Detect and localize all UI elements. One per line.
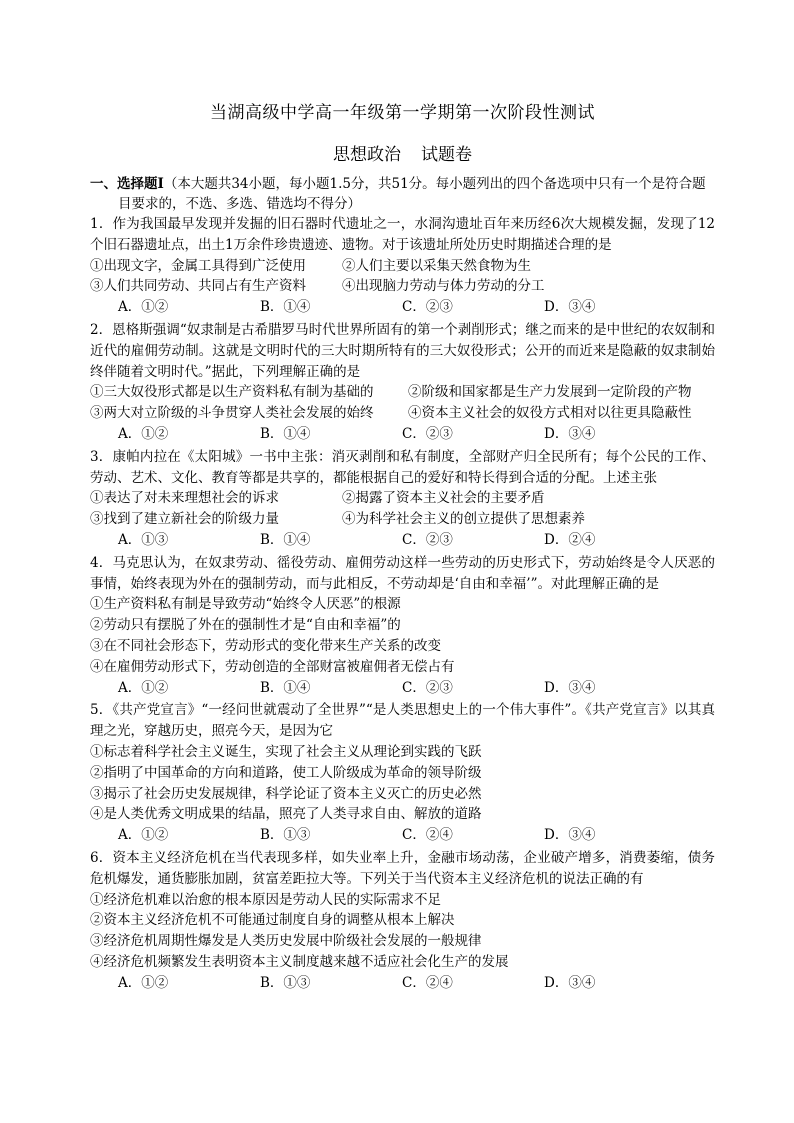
option-3: ③两大对立阶级的斗争贯穿人类社会发展的始终 <box>90 405 374 422</box>
answer-choices <box>90 530 715 551</box>
exam-title: 当湖高级中学高一年级第一学期第一次阶段性测试 <box>210 103 595 123</box>
option-1: ①三大奴役形式都是以生产资料私有制为基础的 <box>90 384 374 401</box>
option-4: ④是人类优秀文明成果的结晶，照亮了人类寻求自由、解放的道路 <box>90 806 482 823</box>
choice-a: A．①② <box>118 974 169 991</box>
option-row <box>90 382 715 403</box>
choice-c: C．②③ <box>402 679 453 696</box>
question-5 <box>90 700 715 846</box>
question-stem: 1．作为我国最早发现并发掘的旧石器时代遗址之一，水洞沟遗址百年来历经6次大规模发掘，发现了12个旧石器遗址点，出土1万余件珍贵遗迹、遗物。对于该遗址所处历史时期描述合理的是 <box>90 216 715 253</box>
option-row <box>90 276 715 297</box>
answer-choices <box>90 297 715 318</box>
choice-b: B．①③ <box>260 974 311 991</box>
choice-d: D．③④ <box>544 827 596 844</box>
option-2: ②资本主义经济危机不可能通过制度自身的调整从根本上解决 <box>90 912 455 929</box>
exam-subtitle <box>90 142 715 168</box>
choice-d: D．③④ <box>544 299 596 316</box>
choice-d: D．③④ <box>544 679 596 696</box>
section-instructions: （本大题共34小题，每小题1.5分，共51分。每小题列出的四个备选项中只有一个是符合题目要求的，不选、多选、错选均不得分） <box>118 176 706 212</box>
choice-b: B．①④ <box>260 299 311 316</box>
option-2: ②劳动只有摆脱了外在的强制性才是“自由和幸福”的 <box>90 617 401 634</box>
question-stem: 3．康帕内拉在《太阳城》一书中主张：消灭剥削和私有制度，全部财产归全民所有；每个公民的工作、劳动、艺术、文化、教育等都是共享的，都能根据自己的爱好和特长得到合适的分配。上述主张 <box>90 448 715 486</box>
choice-b: B．①③ <box>260 827 311 844</box>
choice-d: D．③④ <box>544 425 596 442</box>
option-1: ①生产资料私有制是导致劳动“始终令人厌恶”的根源 <box>90 596 401 613</box>
option-3: ③揭示了社会历史发展规律，科学论证了资本主义灭亡的历史必然 <box>90 785 482 802</box>
option-1: ①表达了对未来理想社会的诉求 <box>90 490 279 507</box>
question-stem: 5．《共产党宣言》“一经问世就震动了全世界”“是人类思想史上的一个伟大事件”。《共产党宣言》以其真理之光，穿越历史，照亮今天，是因为它 <box>90 702 715 740</box>
choice-c: C．②④ <box>402 827 453 844</box>
answer-choices <box>90 973 715 994</box>
choice-b: B．①④ <box>260 425 311 442</box>
option-3: ③人们共同劳动、共同占有生产资料 <box>90 278 306 295</box>
option-2: ②揭露了资本主义社会的主要矛盾 <box>342 490 545 507</box>
question-1 <box>90 214 715 318</box>
question-2 <box>90 320 715 445</box>
exam-page <box>90 100 715 995</box>
option-2: ②指明了中国革命的方向和道路，使工人阶级成为革命的领导阶级 <box>90 764 482 781</box>
option-1: ①标志着科学社会主义诞生，实现了社会主义从理论到实践的飞跃 <box>90 743 482 760</box>
option-4: ④为科学社会主义的创立提供了思想素养 <box>342 511 585 528</box>
question-stem: 2．恩格斯强调“奴隶制是古希腊罗马时代世界所固有的第一个剥削形式；继之而来的是中世纪的农奴制和近代的雇佣劳动制。这就是文明时代的三大时期所特有的三大奴役形式；公开的而近来是隐蔽的奴隶制始终伴随着文明时代。”据此，下列理解正确的是 <box>90 321 715 380</box>
question-stem: 6．资本主义经济危机在当代表现多样，如失业率上升，金融市场动荡，企业破产增多，消费萎缩，债务危机爆发，通货膨胀加剧，贫富差距拉大等。下列关于当代资本主义经济危机的说法正确的有 <box>90 849 715 887</box>
question-stem: 4．马克思认为，在奴隶劳动、徭役劳动、雇佣劳动这样一些劳动的历史形式下，劳动始终是令人厌恶的事情，始终表现为外在的强制劳动，而与此相反，不劳动却是‘自由和幸福’”。对此理解正确的是 <box>90 554 715 592</box>
option-3: ③找到了建立新社会的阶级力量 <box>90 511 279 528</box>
question-3 <box>90 447 715 551</box>
choice-c: C．②③ <box>402 425 453 442</box>
option-2: ②人们主要以采集天然食物为生 <box>342 257 531 274</box>
option-1: ①出现文字，金属工具得到广泛使用 <box>90 257 306 274</box>
option-row <box>90 488 715 509</box>
section-heading <box>90 174 715 214</box>
choice-c: C．②④ <box>402 974 453 991</box>
choice-a: A．①② <box>118 425 169 442</box>
answer-choices <box>90 678 715 699</box>
option-row <box>90 256 715 277</box>
option-4: ④在雇佣劳动形式下，劳动创造的全部财富被雇佣者无偿占有 <box>90 658 455 675</box>
choice-c: C．②③ <box>402 531 453 548</box>
option-1: ①经济危机难以治愈的根本原因是劳动人民的实际需求不足 <box>90 891 441 908</box>
choice-a: A．①② <box>118 679 169 696</box>
choice-b: B．①④ <box>260 679 311 696</box>
option-row <box>90 403 715 424</box>
question-4 <box>90 553 715 699</box>
option-4: ④出现脑力劳动与体力劳动的分工 <box>342 278 545 295</box>
answer-choices <box>90 825 715 846</box>
option-2: ②阶级和国家都是生产力发展到一定阶段的产物 <box>408 384 692 401</box>
choice-d: D．②④ <box>544 531 596 548</box>
choice-c: C．②③ <box>402 299 453 316</box>
subject-name: 思想政治 <box>333 145 401 165</box>
choice-a: A．①② <box>118 827 169 844</box>
option-row <box>90 509 715 530</box>
choice-b: B．①④ <box>260 531 311 548</box>
question-6 <box>90 848 715 994</box>
choice-d: D．③④ <box>544 974 596 991</box>
choice-a: A．①② <box>118 299 169 316</box>
option-4: ④资本主义社会的奴役方式相对以往更具隐蔽性 <box>408 405 692 422</box>
option-3: ③在不同社会形态下，劳动形式的变化带来生产关系的改变 <box>90 637 441 654</box>
answer-choices <box>90 424 715 445</box>
option-4: ④经济危机频繁发生表明资本主义制度越来越不适应社会化生产的发展 <box>90 953 509 970</box>
paper-type: 试题卷 <box>421 145 472 165</box>
choice-a: A．①③ <box>118 531 169 548</box>
option-3: ③经济危机周期性爆发是人类历史发展中阶级社会发展的一般规律 <box>90 933 482 950</box>
section-label: 一、选择题Ⅰ <box>90 176 164 192</box>
